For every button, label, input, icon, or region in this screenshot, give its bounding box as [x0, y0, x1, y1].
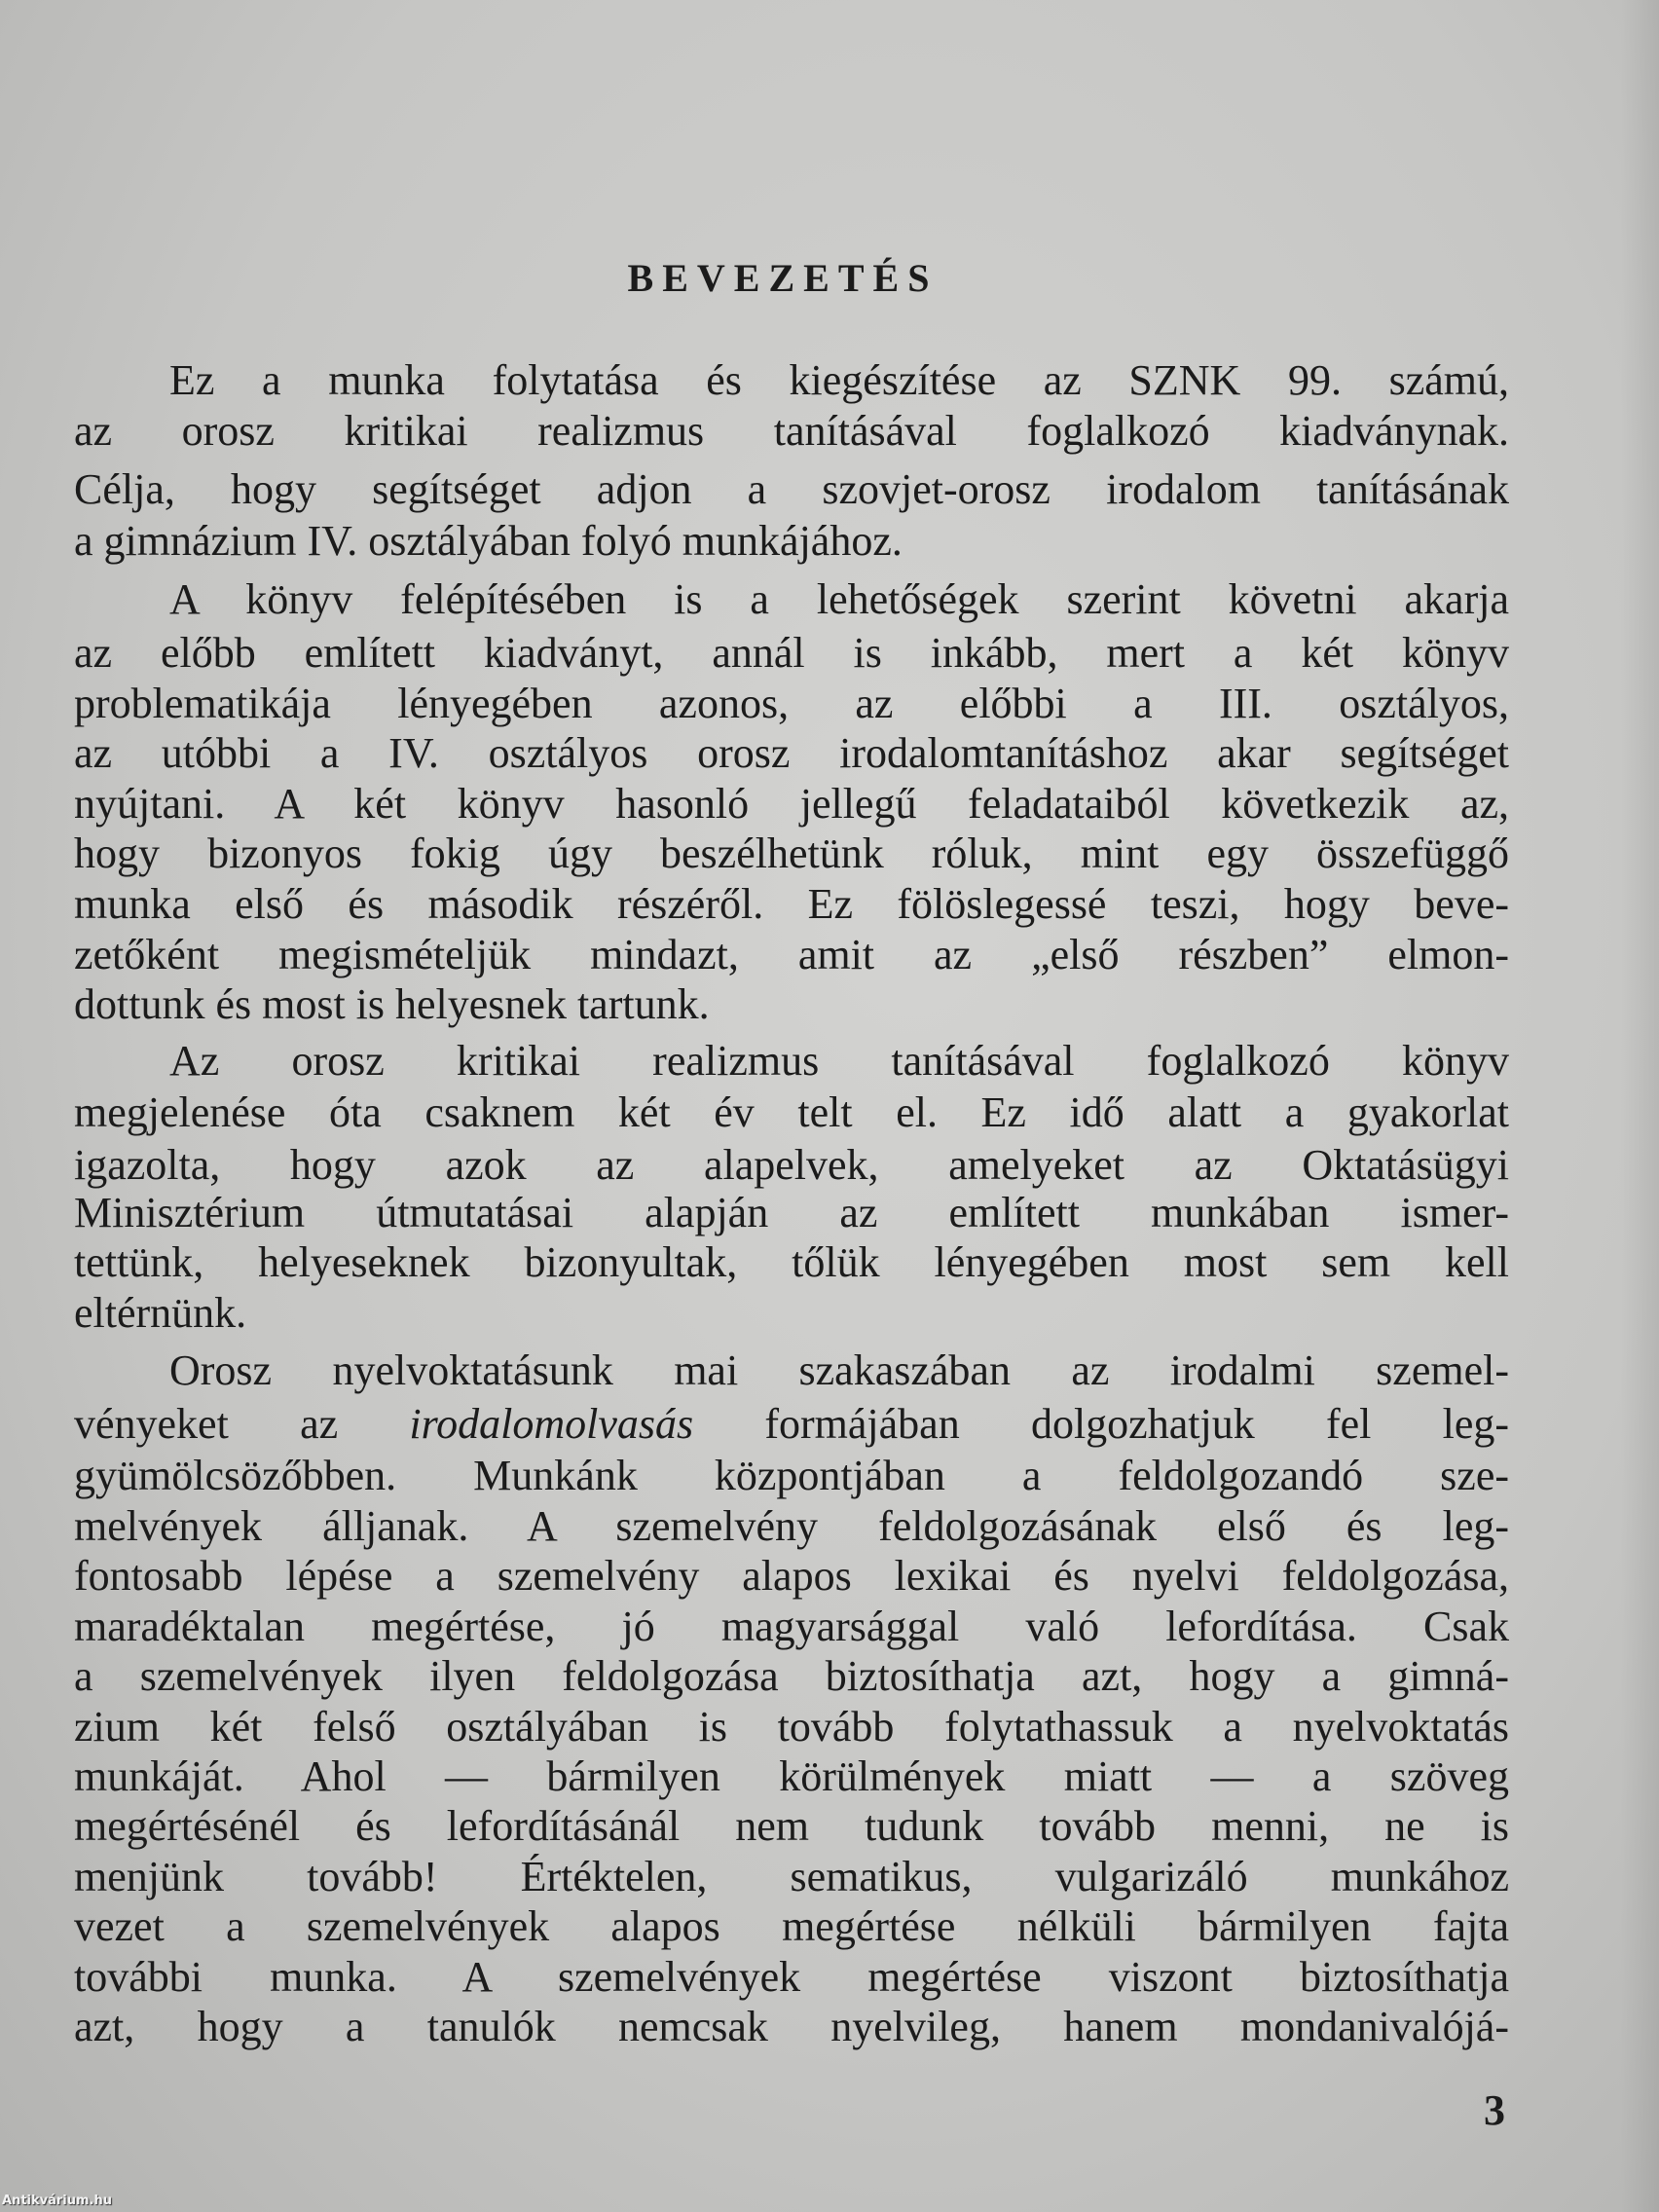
- line-text: munkáját. Ahol — bármilyen körülmények miatt — a szöveg: [74, 1752, 1509, 1800]
- line-text: hogy bizonyos fokig úgy beszélhetünk róluk, mint egy összefüggő: [74, 830, 1509, 877]
- line-text: megértésénél és lefordításánál nem tudunk tovább menni, ne is: [74, 1802, 1509, 1850]
- text-line: [74, 1600, 1509, 1654]
- line-text: további munka. A szemelvények megértése viszont biztosíthatja: [74, 1953, 1509, 2001]
- text-line: [74, 1799, 1509, 1854]
- italic-term: irodalomolvasás: [409, 1400, 694, 1448]
- text-line: [74, 626, 1509, 681]
- text-line: [74, 1649, 1509, 1704]
- line-text: az orosz kritikai realizmus tanításával foglalkozó kiadványnak.: [74, 407, 1509, 455]
- text-line: [74, 777, 1509, 831]
- line-text: megjelenése óta csaknem két év telt el. Ez idő alatt a gyakorlat: [74, 1088, 1509, 1136]
- line-text: vezet a szemelvények alapos megértése nélküli bármilyen fajta: [74, 1902, 1509, 1950]
- text-line: [74, 928, 1509, 982]
- text-line: [169, 572, 1509, 627]
- text-line: [74, 677, 1509, 731]
- line-text: az előbb említett kiadványt, annál is inkább, mert a két könyv: [74, 629, 1509, 677]
- text-line: [169, 1034, 1509, 1088]
- text-line: [169, 353, 1509, 408]
- text-line: [74, 1750, 1509, 1804]
- text-line: [74, 514, 1509, 569]
- text-line: [74, 2000, 1509, 2054]
- line-text: igazolta, hogy azok az alapelvek, amelyeket az Oktatásügyi: [74, 1141, 1509, 1189]
- text-line: [74, 1086, 1509, 1140]
- text-line: [74, 1549, 1509, 1604]
- line-text: gyümölcsözőbben. Munkánk központjában a feldolgozandó sze-: [74, 1452, 1509, 1499]
- line-text: azt, hogy a tanulók nemcsak nyelvileg, hanem mondanivalójá-: [74, 2003, 1509, 2050]
- text-segment: vényeket az: [74, 1400, 410, 1448]
- text-line: [74, 1700, 1509, 1754]
- text-line: [74, 462, 1509, 517]
- line-text: a gimnázium IV. osztályában folyó munkájához.: [74, 517, 903, 565]
- line-text: a szemelvények ilyen feldolgozása biztosíthatja azt, hogy a gimná-: [74, 1652, 1509, 1700]
- text-line: [169, 1344, 1509, 1398]
- line-text: zium két felső osztályában is tovább folytathassuk a nyelvoktatás: [74, 1703, 1509, 1751]
- line-text: melvények álljanak. A szemelvény feldolgozásának első és leg-: [74, 1502, 1509, 1550]
- line-text: fontosabb lépése a szemelvény alapos lexikai és nyelvi feldolgozása,: [74, 1552, 1509, 1600]
- line-text: nyújtani. A két könyv hasonló jellegű feladataiból következik az,: [74, 780, 1509, 828]
- line-text: menjünk tovább! Értéktelen, sematikus, vulgarizáló munkához: [74, 1853, 1509, 1900]
- line-text: az utóbbi a IV. osztályos orosz irodalomtanításhoz akar segítséget: [74, 729, 1509, 777]
- text-line: [74, 1138, 1509, 1193]
- line-text: A könyv felépítésében is a lehetőségek szerint követni akarja: [169, 575, 1509, 623]
- line-text: tettünk, helyeseknek bizonyultak, tőlük lényegében most sem kell: [74, 1238, 1509, 1286]
- line-text: dottunk és most is helyesnek tartunk.: [74, 980, 710, 1028]
- line-text: [74, 1397, 1509, 1452]
- text-line: [74, 827, 1509, 881]
- text-segment: formájában dolgozhatjuk fel leg-: [693, 1400, 1510, 1448]
- line-text: maradéktalan megértése, jó magyarsággal való lefordítása. Csak: [74, 1603, 1509, 1650]
- text-line: [74, 404, 1509, 459]
- text-line: [74, 726, 1509, 781]
- text-line: [74, 1397, 1509, 1452]
- line-text: Minisztérium útmutatásai alapján az említett munkában ismer-: [74, 1189, 1509, 1236]
- text-line: [74, 977, 1509, 1032]
- line-text: Orosz nyelvoktatásunk mai szakaszában az irodalmi szemel-: [169, 1346, 1509, 1394]
- line-text: munka első és második részéről. Ez fölöslegessé teszi, hogy beve-: [74, 880, 1509, 928]
- text-line: [74, 1950, 1509, 2005]
- text-line: [74, 1186, 1509, 1240]
- line-text: problematikája lényegében azonos, az előbbi a III. osztályos,: [74, 680, 1509, 727]
- line-text: Az orosz kritikai realizmus tanításával foglalkozó könyv: [169, 1037, 1509, 1085]
- line-text: Célja, hogy segítséget adjon a szovjet-orosz irodalom tanításának: [74, 465, 1509, 513]
- text-line: [74, 1850, 1509, 1904]
- line-text: Ez a munka folytatása és kiegészítése az SZNK 99. számú,: [169, 356, 1509, 404]
- watermark-logo: Antikvárium.hu: [2, 2194, 112, 2208]
- text-line: [74, 1286, 1509, 1341]
- text-line: [74, 1499, 1509, 1554]
- text-line: [74, 1449, 1509, 1503]
- text-line: [74, 877, 1509, 932]
- page-number: 3: [1484, 2086, 1505, 2134]
- chapter-title: BEVEZETÉS: [627, 256, 939, 300]
- text-line: [74, 1899, 1509, 1954]
- line-text: eltérnünk.: [74, 1289, 247, 1337]
- text-line: [74, 1235, 1509, 1290]
- page-edge-shadow: [1620, 0, 1659, 2212]
- line-text: zetőként megismételjük mindazt, amit az „első részben” elmon-: [74, 931, 1509, 978]
